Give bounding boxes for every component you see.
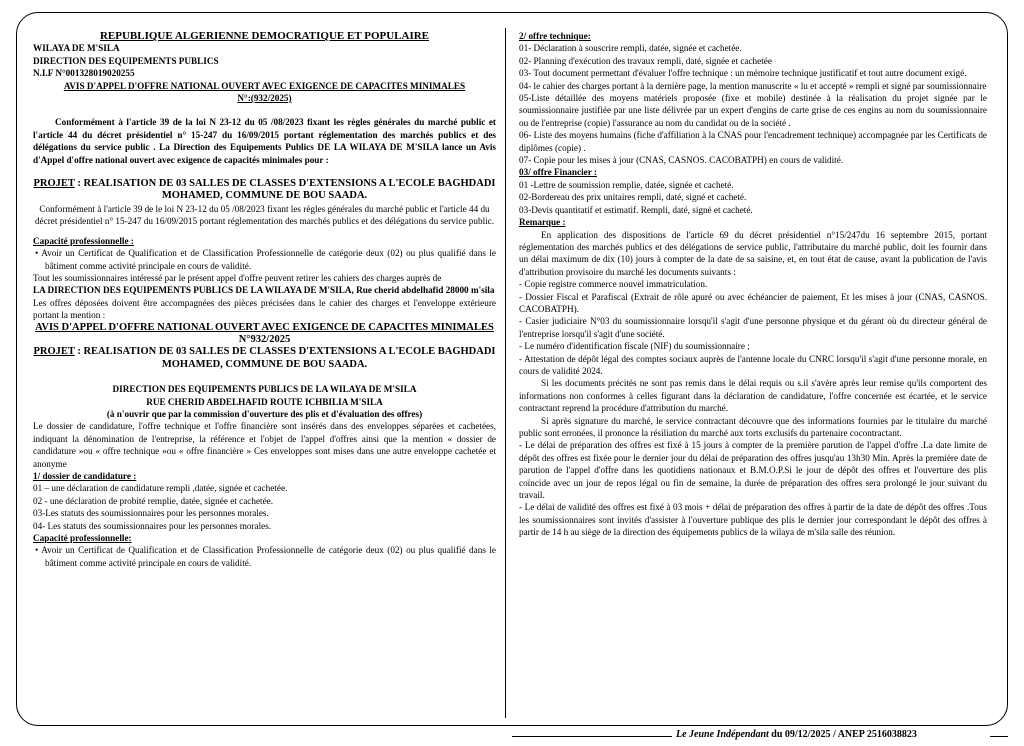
tech-item: 07- Copie pour les mises à jour (CNAS, CASNOS. CACOBATPH) en cours de validité. (519, 155, 844, 166)
dossier-item: 04- Les statuts des soumissionnaires pour les personnes morales. (33, 520, 272, 531)
tech-item: 01- Déclaration à souscrire rempli, datée, signée et cachetée. (519, 43, 742, 54)
remarque-item: - Casier judiciaire N°03 du soumissionnaire lorsqu'il s'agit d'une personne physique et du gérant où du directeur général de l'entreprise lorsqu'il s'agit d'une société. (519, 316, 987, 339)
wilaya-name: WILAYA DE M'SILA (33, 43, 120, 54)
column-divider (505, 28, 506, 718)
capacite-heading: Capacité professionnelle : (33, 235, 134, 246)
fin-item: 02-Bordereau des prix unitaires rempli, daté, signé et cacheté. (519, 192, 747, 203)
remarque-heading: Remarque : (519, 217, 566, 228)
validite-paragraph: - Le délai de validité des offres est fixé à 03 mois + délai de préparation des offres à partir de la date de dépôt des offres .Tous les soumissionnaires sont invités d'assister à l'ouverture publique des plis le dernier jour correspondant le dépôt des offres à partir de 14 h au siège de la direction des équipements publics de la wilaya de m'sila salle des réunion. (519, 502, 987, 538)
tech-item: 06- Liste des moyens humains (fiche d'affiliation à la CNAS pour l'encadrement technique) accompagnée par les Certificats de diplômes (copie) . (519, 130, 987, 153)
documents-paragraph: Si les documents précités ne sont pas remis dans le délai requis ou s.il s'avère après leur remise qu'ils comportent des informations non conformes à celles figurant dans la déclaration de candidature, l'offre concernée est écartée, et le service contractant reprend la procédure d'attribution du marché. (519, 378, 987, 414)
projet2-text: : REALISATION DE 03 SALLES DE CLASSES D'EXTENSIONS A L'ECOLE BAGHDADI MOHAMED, COMMUNE DE BOU SAADA. (74, 346, 496, 370)
avis2-title: AVIS D'APPEL D'OFFRE NATIONAL OUVERT AVEC EXIGENCE DE CAPACITES MINIMALES (35, 321, 494, 333)
nif-number: N.I.F N°001328019020255 (33, 68, 135, 79)
remarque-item: - Le numéro d'identification fiscale (NIF) du soumissionnaire ; (519, 341, 750, 352)
tech-item: 02- Planning d'exécution des travaux rempli, daté, signée et cachetée (519, 55, 772, 66)
capacite-item: • Avoir un Certificat de Qualification et de Classification Professionnelle de catégorie deux (02) ou plus qualifié dans le bâtiment comme activité principale en cours de validité. (35, 248, 496, 271)
remarque-item-text: Le numéro d'identification fiscale (NIF) du soumissionnaire ; (524, 341, 750, 352)
capacite2-heading: Capacité professionnelle: (33, 533, 132, 544)
projet-text: : REALISATION DE 03 SALLES DE CLASSES D'EXTENSIONS A L'ECOLE BAGHDADI MOHAMED, COMMUNE DE BOU SAADA. (74, 178, 496, 202)
avis2-number: N°932/2025 (238, 333, 291, 345)
intro-paragraph: Conformément à l'article 39 de la loi N 23-12 du 05 /08/2023 fixant les règles générales du marché public et l'article 44 du décret présidentiel n° 15-247 du 16/09/2015 portant réglementation des marchés publics et des délégations du service public . La Direction des Equipements Publics DE LA WILAYA DE M'SILA lance un Avis d'Appel d'offre national ouvert avec exigence de capacités minimales pour : (33, 117, 496, 165)
tech-heading: 2/ offre technique: (519, 31, 591, 41)
retirer-paragraph: Tout les soumissionnaires intéressé par le présent appel d'offre peuvent retirer les cahiers des charges auprès de (33, 272, 442, 283)
direction-name: DIRECTION DES EQUIPEMENTS PUBLICS (33, 55, 219, 66)
validite-text: Le délai de validité des offres est fixé à 03 mois + délai de préparation des offres à partir de la date de dépôt des offres .Tous les soumissionnaires sont invités d'assister à l'ouverture publique des plis le dernier jour correspondant le dépôt des offres à partir de 14 h au siège de la direction des équipements publics de la wilaya de m'sila salle des réunion. (519, 502, 987, 538)
conform-paragraph: Conformément à l'article 39 de le loi N 23-12 du 05 /08/2023 fixant les règles générales du marché public et l'article 44 du décret présidentiel n° 15-247 du 16/09/2015 portant réglementation des marchés publics et des délégations du service public. (34, 203, 495, 227)
delai-text: Le délai de préparation des offres est fixé à 15 jours à compter de la première parution de l'appel d'offre .La date limite de dépôt des offres est fixée pour le dernier jour du délai de préparation des offres jusqu'au 13h30 Min. Après la première date de parution de l'appel d'offre dans les quotidiens nationaux et B.M.O.P.Si le jour de dépôt des offres et l'ouverture des plis coïncide avec un jour de repos légal ou fin de semaine, la durée de préparation des offres sera prolongé le jour suivant du travail. (519, 440, 987, 501)
avis-title: AVIS D'APPEL D'OFFRE NATIONAL OUVERT AVEC EXIGENCE DE CAPACITES MINIMALES (63, 80, 466, 91)
resiliation-paragraph: Si après signature du marché, le service contractant découvre que des informations fournies par le titulaire du marché public sont erronées, il prononce la résiliation du marché aux torts exclusifs du partenaire cocontractant. (519, 415, 987, 438)
remarque-item-text: Attestation de dépôt légal des comptes sociaux auprès de l'antenne locale du CNRC lorsqu'il s'agit d'une personne morale, en cours de validité 2024. (519, 353, 987, 376)
address-line-2: RUE CHERID ABDELHAFID ROUTE ICHBILIA M'SILA (146, 396, 383, 407)
remarque-item-text: Casier judiciaire N°03 du soumissionnaire lorsqu'il s'agit d'une personne physique et du gérant où du directeur général de l'entreprise lorsqu'il s'agit d'une société. (519, 316, 987, 339)
capacite-text: Avoir un Certificat de Qualification et de Classification Professionnelle de catégorie deux (02) ou plus qualifié dans le bâtiment comme activité principale en cours de validité. (41, 248, 496, 271)
remarque-item: - Attestation de dépôt légal des comptes sociaux auprès de l'antenne locale du CNRC lorsqu'il s'agit d'une personne morale, en cours de validité 2024. (519, 353, 987, 376)
fin-item: 01 -Lettre de soumission remplie, datée, signée et cacheté. (519, 179, 734, 190)
left-column (33, 30, 496, 722)
footer-reference: du 09/12/2025 / ANEP 2516038823 (768, 729, 917, 740)
remarque-item: - Copie registre commerce nouvel immatriculation. (519, 279, 708, 290)
capacite2-text: Avoir un Certificat de Qualification et de Classification Professionnelle de catégorie deux (02) ou plus qualifié dans le bâtiment comme activité principale en cours de validité. (41, 545, 496, 568)
remarque-paragraph: En application des dispositions de l'article 69 du décret présidentiel n°15/247du 16 septembre 2015, portant réglementation des marchés publics et des délégations de service public, l'attributaire du marché public, doit les fournir dans un délai maximum de dix (10) jours à compter de la date de sa saisine, et, en tout état de cause, avant la publication de l'avis d'attribution provisoire du marché les documents suivants : (519, 229, 987, 277)
dossier-paragraph: Le dossier de candidature, l'offre technique et l'offre financière sont insérés dans des enveloppes séparées et cachetées, indiquant la dénomination de l'entreprise, la référence et l'objet de l'appel d'offres ainsi que la mention « dossier de candidature »ou « offre technique »ou « offre financière » Ces enveloppes sont mises dans une autre enveloppe cachetée et anonyme (33, 421, 496, 469)
dossier-item: 03-Les statuts des soumissionnaires pour les personnes morales. (33, 508, 269, 519)
retirer-address: LA DIRECTION DES EQUIPEMENTS PUBLICS DE LA WILAYA DE M'SILA, Rue cherid abdelhafid 28000 m'sila (33, 285, 495, 296)
republic-title: REPUBLIQUE ALGERIENNE DEMOCRATIQUE ET POPULAIRE (99, 30, 430, 42)
remarque-item-text: Dossier Fiscal et Parafiscal (Extrait de rôle apuré ou avec échéancier de paiement, Et les mises à jour (CNAS, CASNOS. CACOBATPH). (519, 291, 987, 314)
footer-rule (512, 736, 672, 737)
projet2-label: PROJET (33, 346, 75, 358)
fin-heading: 03/ offre Financier : (519, 167, 597, 178)
remarque-item-text: Copie registre commerce nouvel immatriculation. (524, 279, 708, 290)
projet2-paragraph (33, 346, 496, 371)
footer-credit (676, 729, 917, 740)
address-line-1: DIRECTION DES EQUIPEMENTS PUBLICS DE LA WILAYA DE M'SILA (112, 384, 417, 395)
offres-paragraph: Les offres déposées doivent être accompagnées des pièces précisées dans le cahier des charges et l'enveloppe extérieure portant la mention : (33, 297, 496, 321)
dossier-item: 01 – une déclaration de candidature rempli ,datée, signée et cachetée. (33, 483, 288, 494)
capacite2-item: • Avoir un Certificat de Qualification et de Classification Professionnelle de catégorie deux (02) ou plus qualifié dans le bâtiment comme activité principale en cours de validité. (35, 545, 496, 568)
fin-item: 03-Devis quantitatif et estimatif. Rempli, daté, signé et cacheté. (519, 204, 753, 215)
address-line-3: (à n'ouvrir que par la commission d'ouverture des plis et d'évaluation des offres) (106, 408, 423, 419)
tech-item: 03- Tout document permettant d'évaluer l'offre technique : un mémoire technique justificatif et tout autre document exigé. (519, 68, 967, 79)
avis-number: N°:(932/2025) (237, 93, 292, 104)
tech-item: 04- le cahier des charges portant à la dernière page, la mention manuscrite « lu et accepté » rempli et signé par soumissionnaire (519, 80, 987, 91)
projet-paragraph (33, 178, 496, 203)
newspaper-name: Le Jeune Indépendant (676, 729, 769, 740)
right-column (519, 30, 987, 722)
footer-rule-right (990, 736, 1008, 737)
remarque-item: - Dossier Fiscal et Parafiscal (Extrait de rôle apuré ou avec échéancier de paiement, Et les mises à jour (CNAS, CASNOS. CACOBATPH). (519, 291, 987, 314)
dossier-heading: 1/ dossier de candidature : (33, 471, 137, 481)
tech-item: 05-Liste détaillée des moyens matériels proposée (fixe et mobile) destinée à la réalisation du projet signée par le soumissionnaire justifiée par une liste délivrée par un expert d'engins de carte grise de ces engins au nom du soumissionnaire ou de l'entreprise (copie) l'assurance au nom du candidat ou de la société . (519, 93, 987, 128)
projet-label: PROJET (33, 178, 75, 190)
dossier-item: 02 - une déclaration de probité remplie, datée, signée et cachetée. (33, 495, 274, 506)
delai-paragraph: - Le délai de préparation des offres est fixé à 15 jours à compter de la première parution de l'appel d'offre .La date limite de dépôt des offres est fixée pour le dernier jour du délai de préparation des offres jusqu'au 13h30 Min. Après la première date de parution de l'appel d'offre dans les quotidiens nationaux et B.M.O.P.Si le jour de dépôt des offres et l'ouverture des plis coïncide avec un jour de repos légal ou fin de semaine, la durée de préparation des offres sera prolongé le jour suivant du travail. (519, 440, 987, 501)
